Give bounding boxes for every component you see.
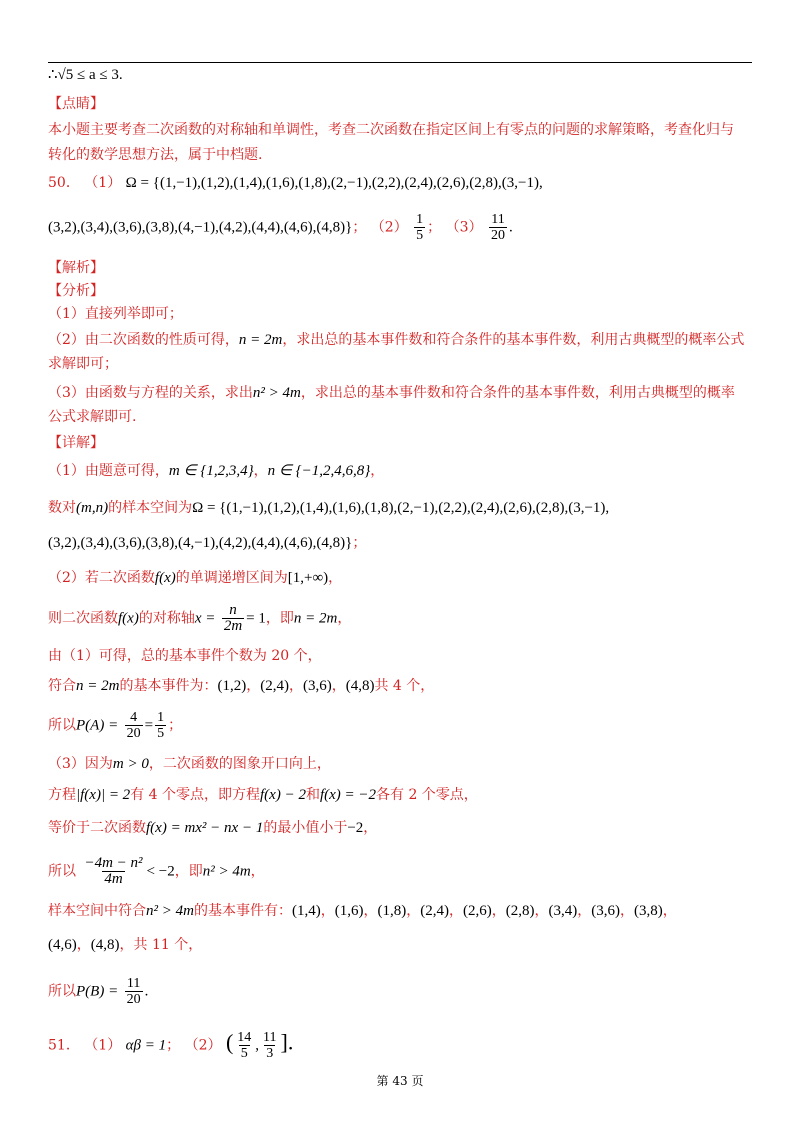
- jiexi-heading: 【解析】: [48, 260, 104, 276]
- xiangjie-line-10: 方程|f(x)| = 2有 4 个零点，即方程f(x) − 2和f(x) = −2各有 2 个零点，: [48, 787, 478, 803]
- xiangjie-line-5: 则二次函数f(x)的对称轴x = $\frac{n}{2m}$ = 1，即n = 2m，: [48, 602, 352, 634]
- fenxi-step-3: （3）由函数与方程的关系，求出n² > 4m，求出总的基本事件数和符合条件的基本事件数，利用古典概型的概率: [48, 385, 735, 401]
- fraction-one-fifth: $\frac{1}{5}$: [416, 212, 424, 243]
- dianjing-text-1: 本小题主要考查二次函数的对称轴和单调性，考查二次函数在指定区间上有零点的问题的求解策略，考查化归与: [48, 122, 734, 138]
- xiangjie-line-9: （3）因为m > 0，二次函数的图象开口向上，: [48, 756, 331, 772]
- top-rule: [48, 62, 752, 63]
- fraction-14-over-5: $\frac{14}{5}$: [237, 1030, 252, 1061]
- xiangjie-line-4: （2）若二次函数f(x)的单调递增区间为[1,+∞)，: [48, 570, 343, 586]
- q50-answer-line-2: (3,2),(3,4),(3,6),(3,8),(4,−1),(4,2),(4,4),(4,6),(4,8)}； （2） $\frac{1}{5}$ ； （3） $\frac{11}{20}$ .: [48, 212, 513, 243]
- conclusion-line: ∴√5 ≤ a ≤ 3.: [48, 67, 123, 83]
- page-number: 第 43 页: [376, 1074, 424, 1088]
- dianjing-heading: 【点睛】: [48, 96, 104, 112]
- dianjing-text-2: 转化的数学思想方法，属于中档题.: [48, 147, 263, 163]
- xiangjie-line-11: 等价于二次函数f(x) = mx² − nx − 1的最小值小于−2，: [48, 820, 378, 836]
- fenxi-step-1: （1）直接列举即可；: [48, 306, 183, 322]
- q51-answer-line: 51． （1） αβ = 1； （2） ( $\frac{14}{5}$ , $\frac{11}{3}$ ].: [48, 1029, 294, 1061]
- fenxi-step-2: （2）由二次函数的性质可得，n = 2m，求出总的基本事件数和符合条件的基本事件数，利用古典概型的概率公式: [48, 332, 745, 348]
- xiangjie-line-6: 由（1）可得，总的基本事件个数为 20 个，: [48, 648, 322, 664]
- fraction-1-over-5: $\frac{1}{5}$: [157, 710, 165, 741]
- fraction-n-over-2m: $\frac{n}{2m}$: [223, 602, 243, 634]
- fenxi-step-2-cont: 求解即可；: [48, 356, 118, 372]
- xiangjie-line-14: (4,6)，(4,8)，共 11 个，: [48, 937, 203, 953]
- xiangjie-line-13: 样本空间中符合n² > 4m的基本事件有：(1,4)，(1,6)，(1,8)，(2,4)，(2,6)，(2,8)，(3,4)，(3,6)，(3,8)，: [48, 903, 677, 919]
- xiangjie-line-1: （1）由题意可得，m ∈ {1,2,3,4}，n ∈ {−1,2,4,6,8}，: [48, 463, 385, 479]
- xiangjie-line-15: 所以P(B) = $\frac{11}{20}$ .: [48, 976, 149, 1007]
- q50-answer-line-1: 50． （1） Ω = {(1,−1),(1,2),(1,4),(1,6),(1,8),(2,−1),(2,2),(2,4),(2,6),(2,8),(3,−1),: [48, 175, 543, 191]
- xiangjie-line-2: 数对(m,n)的样本空间为Ω = {(1,−1),(1,2),(1,4),(1,6),(1,8),(2,−1),(2,2),(2,4),(2,6),(2,8),(3,−1),: [48, 500, 610, 516]
- xiangjie-heading: 【详解】: [48, 435, 104, 451]
- fraction-4-over-20: $\frac{4}{20}$: [126, 710, 141, 741]
- fenxi-heading: 【分析】: [48, 283, 104, 299]
- xiangjie-line-8: 所以P(A) = $\frac{4}{20}$ = $\frac{1}{5}$ ；: [48, 710, 183, 741]
- fraction-eleven-twentieths: $\frac{11}{20}$: [490, 212, 505, 243]
- fraction-vertex-value: $\frac{\text{−4m − n²}}{4m}$: [84, 855, 143, 887]
- fraction-11-over-20: $\frac{11}{20}$: [126, 976, 141, 1007]
- xiangjie-line-12: 所以 $\frac{\text{−4m − n²}}{4m}$ < −2，即n² > 4m，: [48, 855, 265, 887]
- xiangjie-line-7: 符合n = 2m的基本事件为：(1,2)，(2,4)，(3,6)，(4,8)共 4 个，: [48, 678, 435, 694]
- xiangjie-line-3: (3,2),(3,4),(3,6),(3,8),(4,−1),(4,2),(4,4),(4,6),(4,8)}；: [48, 535, 367, 551]
- fenxi-step-3-cont: 公式求解即可.: [48, 409, 137, 425]
- fraction-11-over-3: $\frac{11}{3}$: [263, 1030, 277, 1061]
